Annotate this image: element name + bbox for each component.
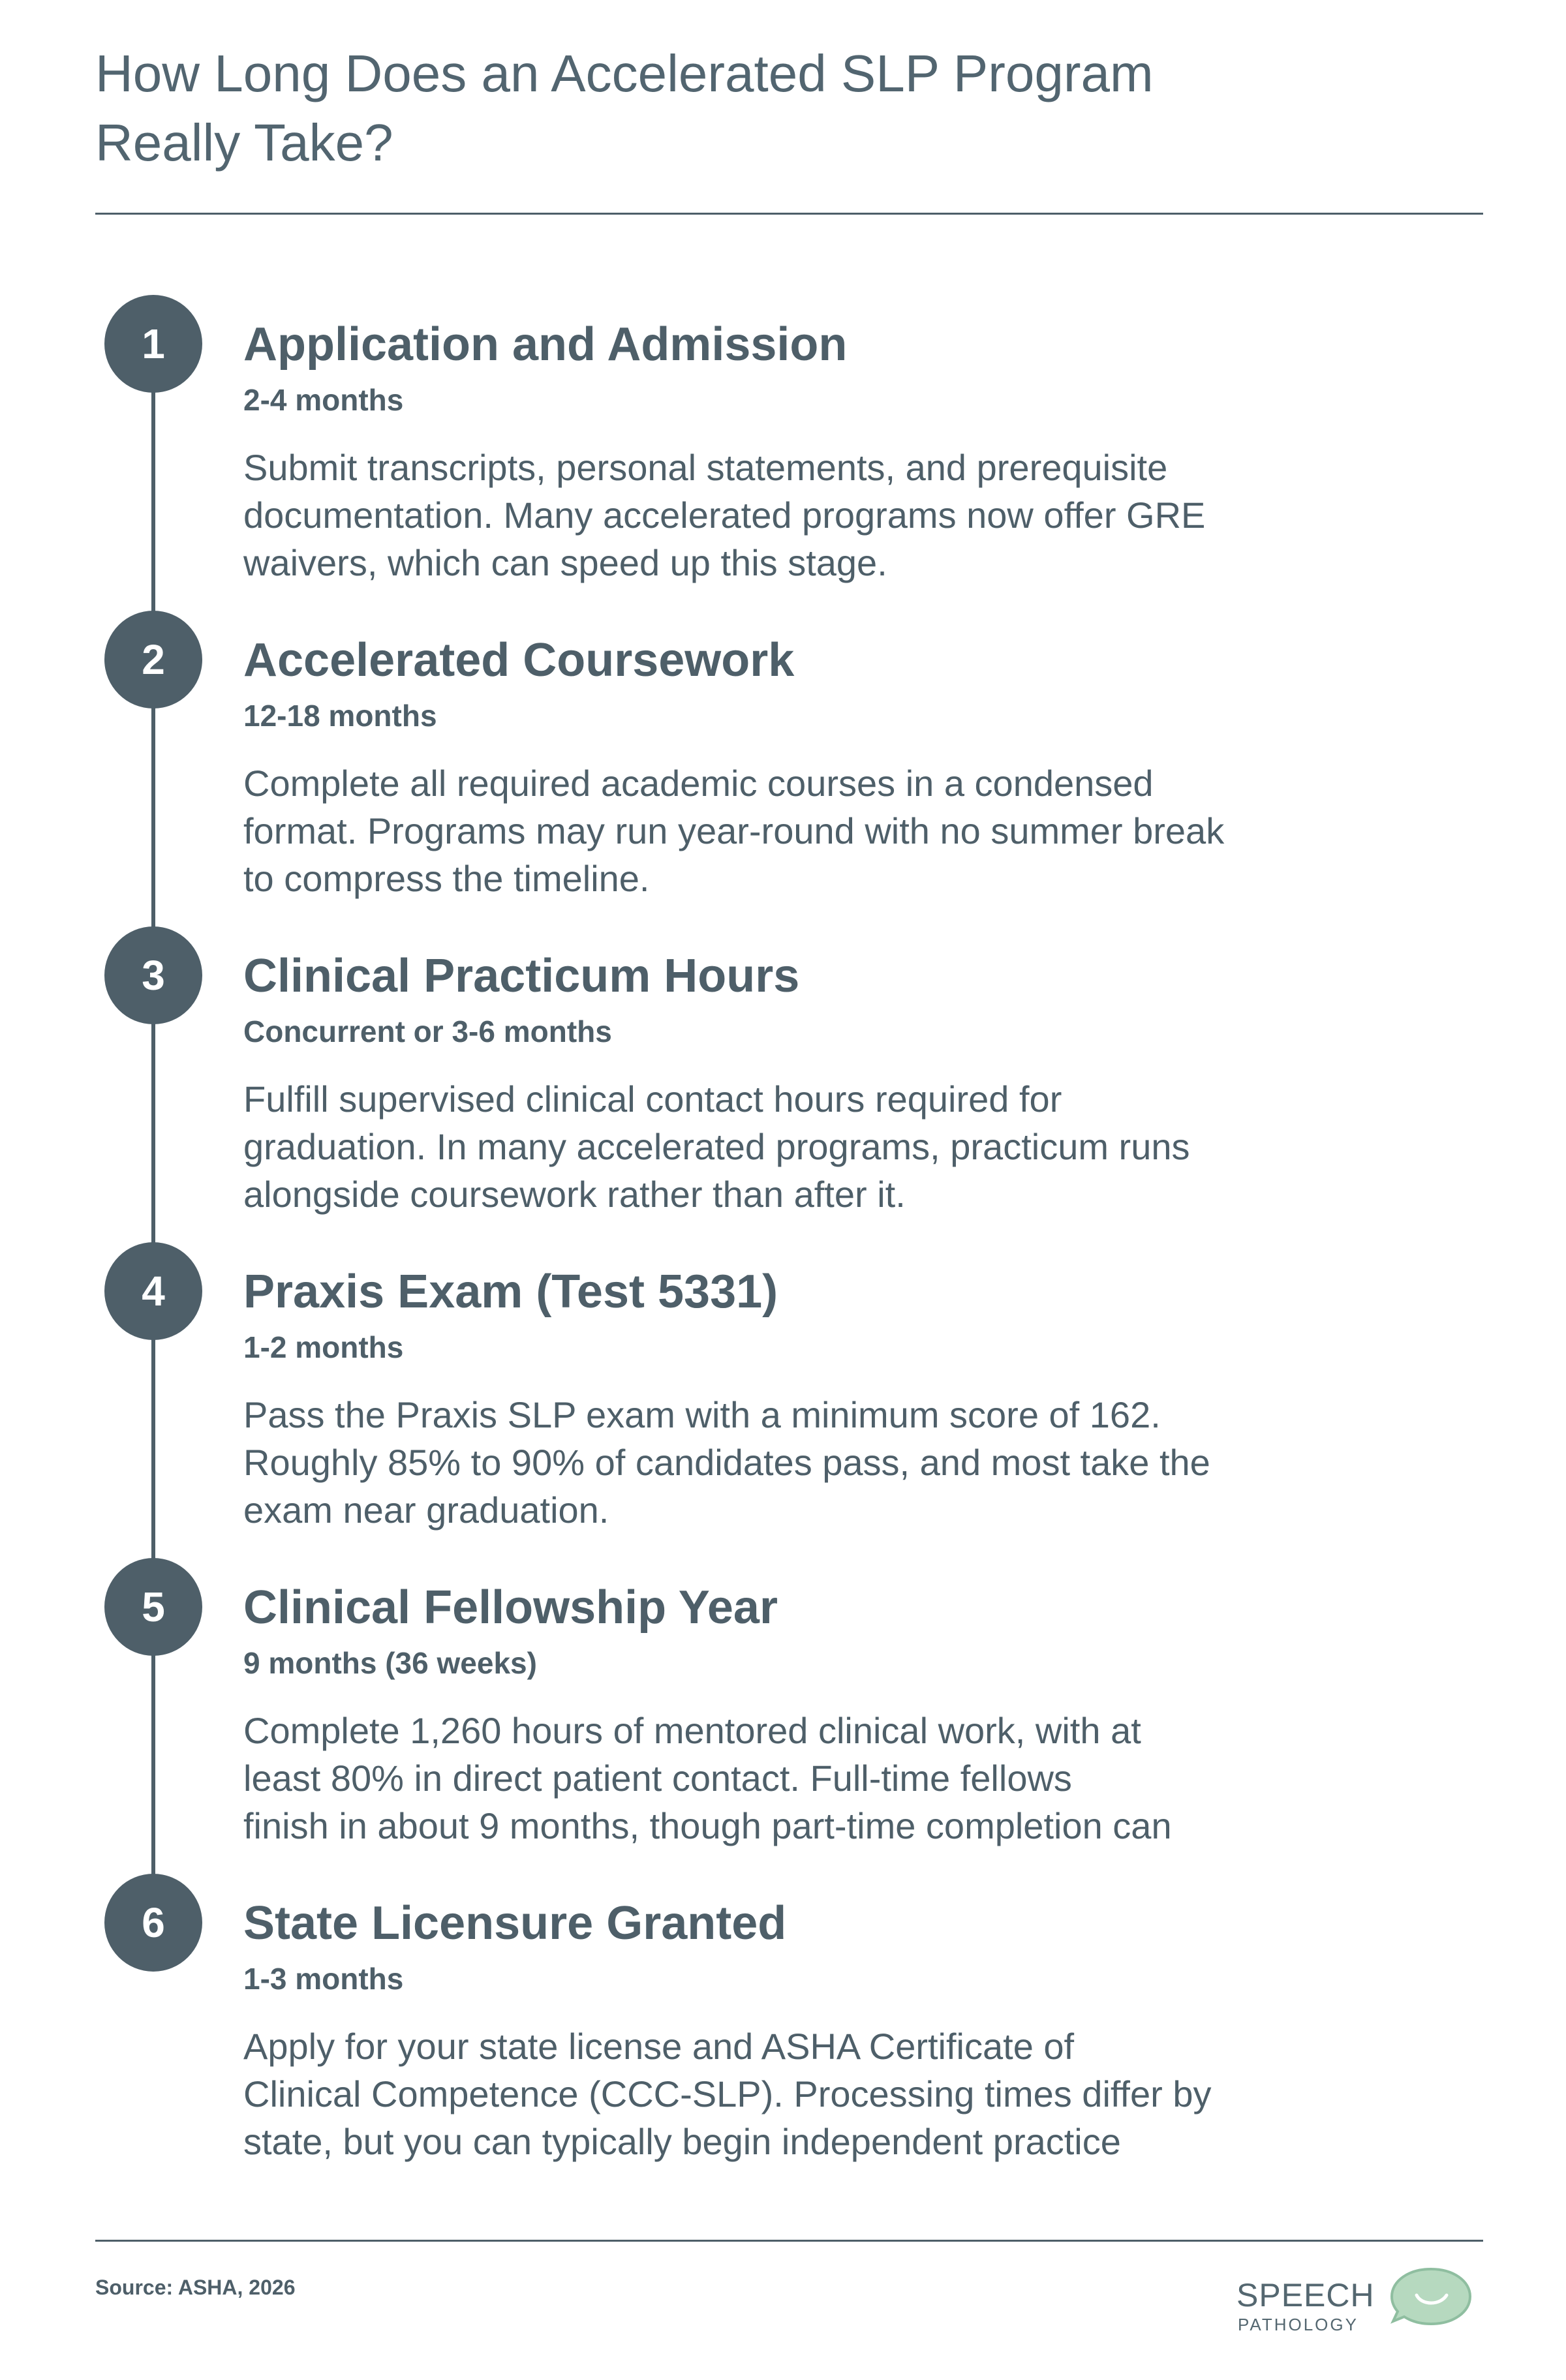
- step-description: Pass the Praxis SLP exam with a minimum score of 162. Roughly 85% to 90% of candidates pass, and most take the exam near graduation.: [243, 1394, 1210, 1531]
- timeline-step-coursework: [0, 611, 1566, 926]
- step-title: Praxis Exam (Test 5331): [243, 1266, 778, 1318]
- step-duration: 1-3 months: [243, 1962, 404, 1996]
- step-title: Clinical Fellowship Year: [243, 1581, 778, 1634]
- page-title: How Long Does an Accelerated SLP Program Really Take?: [95, 44, 1154, 172]
- step-duration: 1-2 months: [243, 1330, 404, 1364]
- timeline-step-practicum: [0, 926, 1566, 1242]
- step-title: Clinical Practicum Hours: [243, 950, 800, 1002]
- timeline-step-fellowship: [0, 1558, 1566, 1874]
- step-number-badge: 4: [104, 1242, 202, 1340]
- step-title: Accelerated Coursework: [243, 634, 795, 686]
- step-description: Fulfill supervised clinical contact hours required for graduation. In many accelerated programs, practicum runs alongside coursework rather than after it.: [243, 1078, 1190, 1215]
- speech-bubble-icon: [1388, 2264, 1474, 2329]
- title-divider: [95, 213, 1483, 215]
- timeline-step-licensure: [0, 1874, 1566, 2189]
- step-duration: Concurrent or 3-6 months: [243, 1015, 612, 1048]
- step-title: Application and Admission: [243, 318, 848, 371]
- logo-wordmark-top: SPEECH: [1236, 2277, 1375, 2313]
- step-number-badge: 2: [104, 611, 202, 709]
- brand-logo: [1236, 2264, 1484, 2342]
- step-number-badge: 6: [104, 1874, 202, 1972]
- step-description: Complete all required academic courses in a condensed format. Programs may run year-round with no summer break to compress the timeline.: [243, 763, 1225, 899]
- logo-wordmark-bottom: PATHOLOGY: [1238, 2315, 1359, 2334]
- source-note: Source: ASHA, 2026: [95, 2276, 296, 2299]
- step-number-badge: 5: [104, 1558, 202, 1656]
- timeline-step-application: [0, 295, 1566, 611]
- step-description: Apply for your state license and ASHA Certificate of Clinical Competence (CCC-SLP). Processing times differ by state, but you can typically begin independent practice: [243, 2026, 1212, 2162]
- step-number-badge: 1: [104, 295, 202, 393]
- footer-divider: [95, 2240, 1483, 2242]
- step-description: Complete 1,260 hours of mentored clinical work, with at least 80% in direct patient contact. Full-time fellows finish in about 9 months, though part-time completion can: [243, 1710, 1172, 1846]
- step-description: Submit transcripts, personal statements, and prerequisite documentation. Many accelerated programs now offer GRE waivers, which can speed up this stage.: [243, 447, 1206, 583]
- step-number-badge: 3: [104, 926, 202, 1024]
- step-duration: 9 months (36 weeks): [243, 1646, 537, 1680]
- step-duration: 2-4 months: [243, 383, 404, 417]
- step-duration: 12-18 months: [243, 699, 437, 733]
- timeline-step-praxis: [0, 1242, 1566, 1558]
- step-title: State Licensure Granted: [243, 1897, 787, 1949]
